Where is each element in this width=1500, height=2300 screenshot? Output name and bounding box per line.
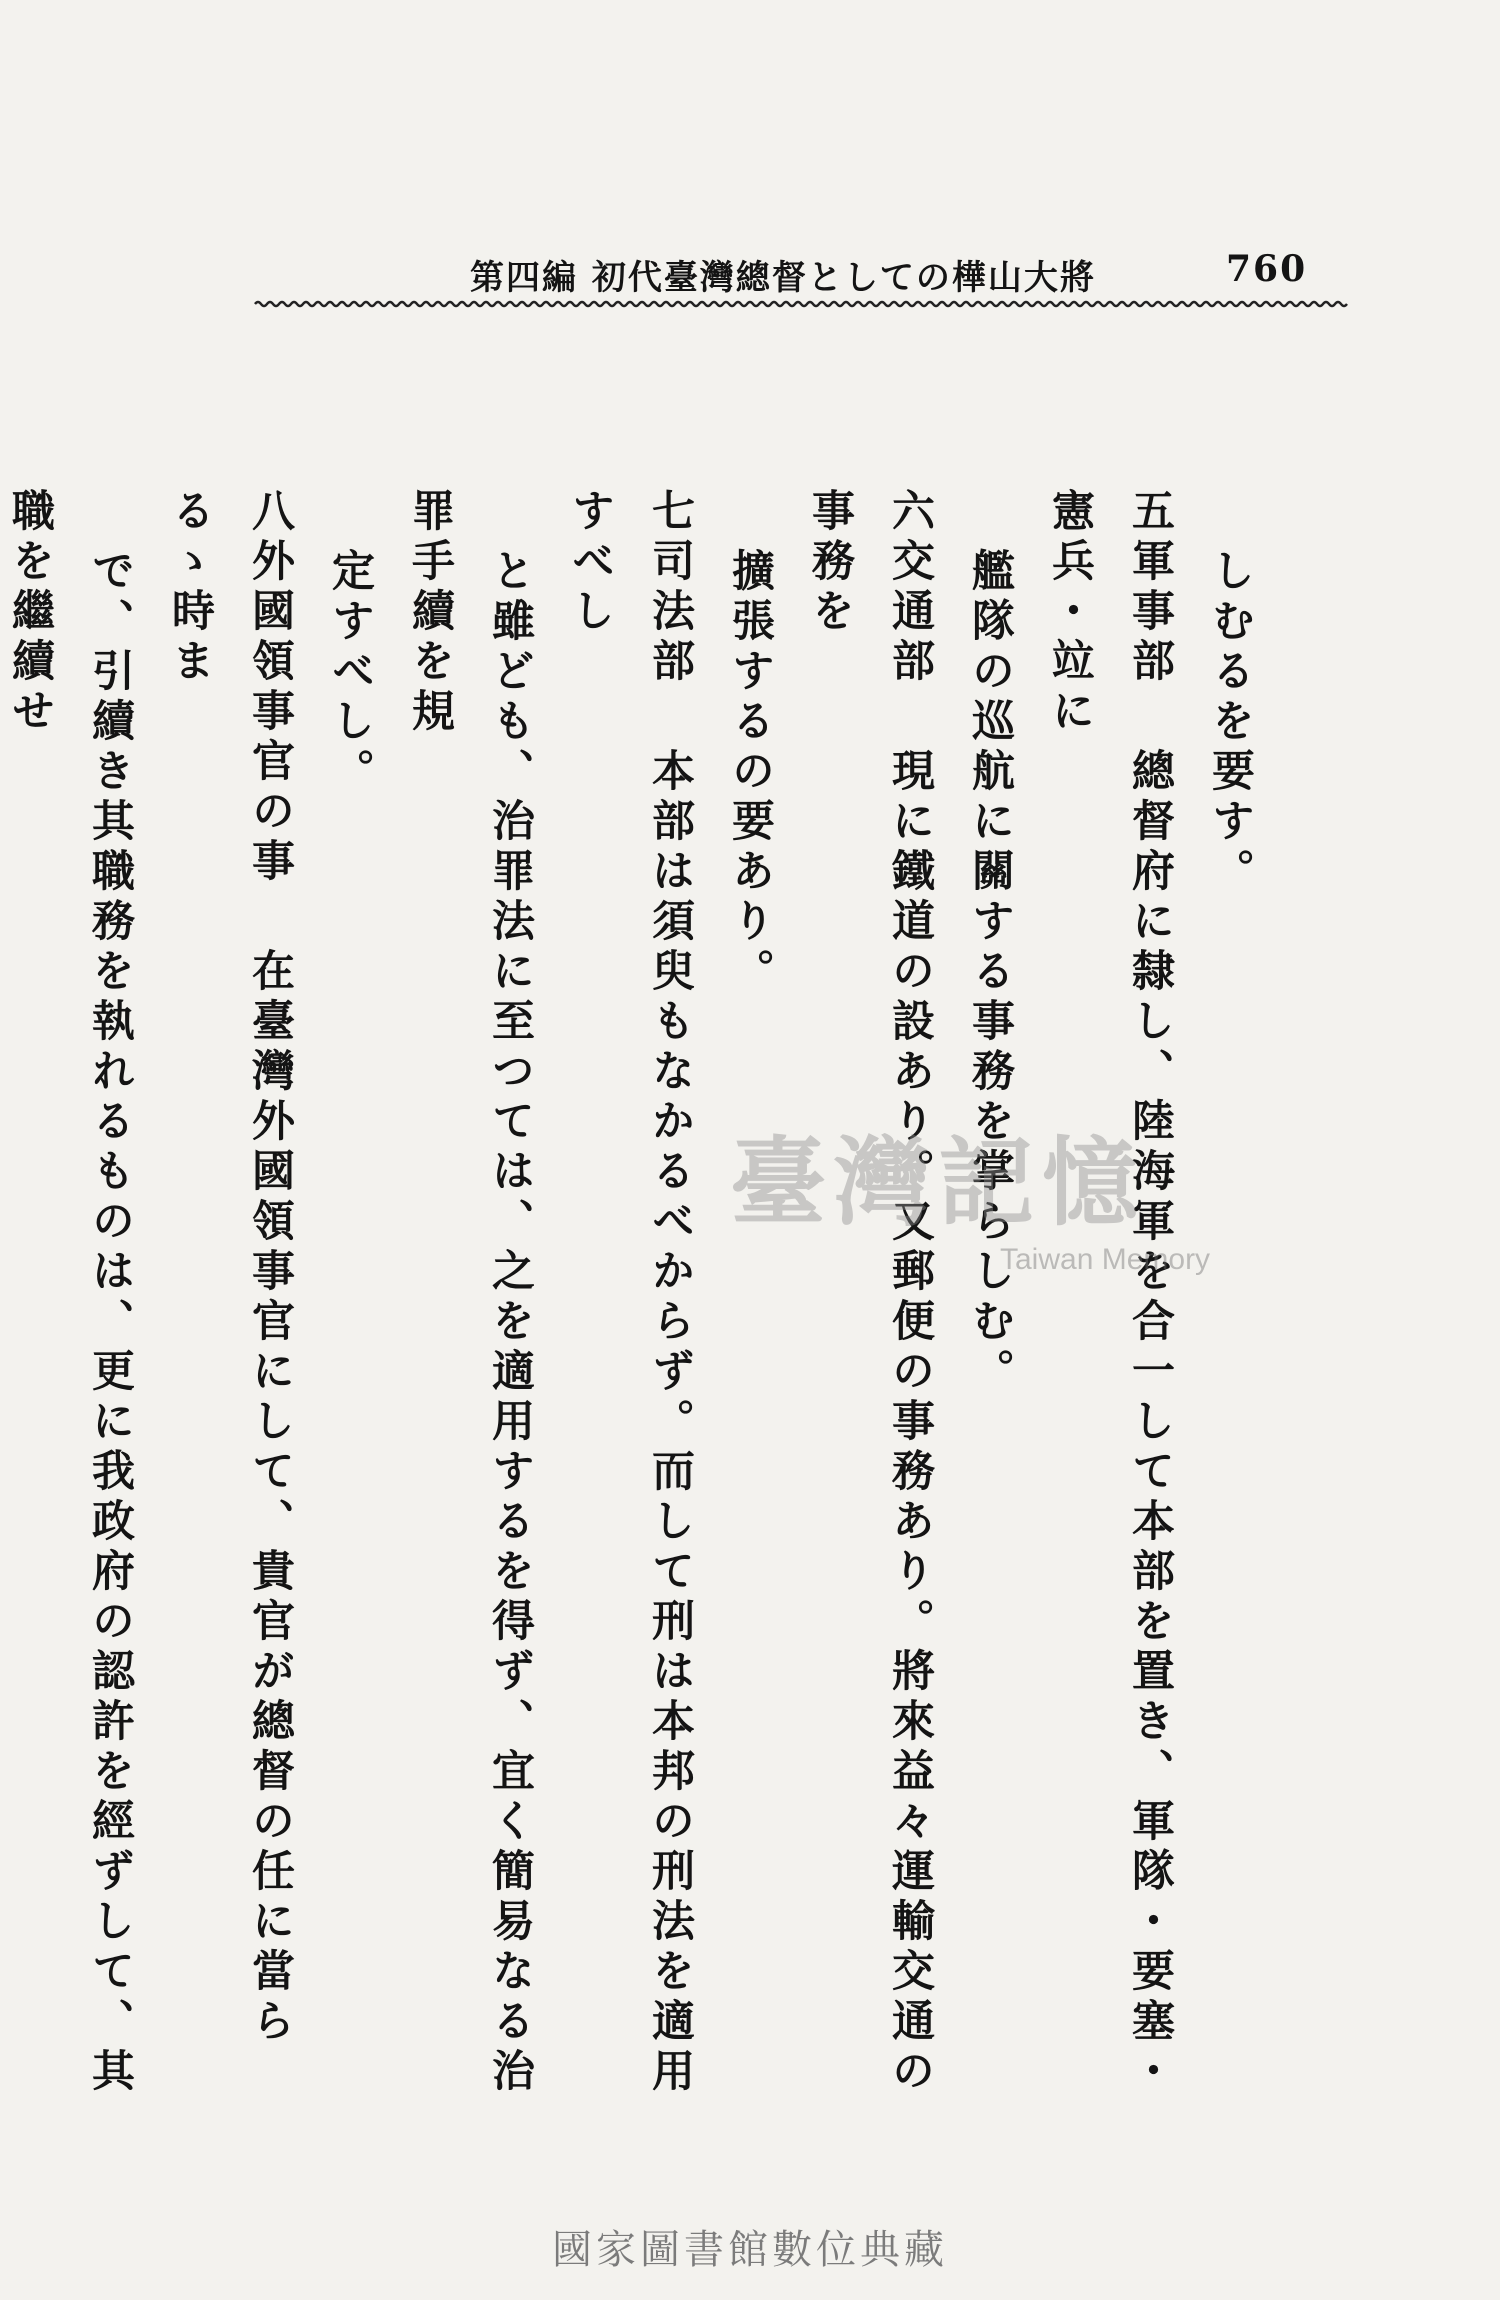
section-line: 本部は須臾もなかるべからず。而して刑は本邦の刑法を適用すべし — [565, 488, 695, 2099]
section-seven — [310, 488, 710, 2148]
carry-over-text: しむるを要す。 — [1205, 548, 1255, 899]
section-line: 現に鐵道の設あり。又郵便の事務あり。將來益々運輸交通の事務を — [805, 488, 935, 2099]
section-number: 五 — [1125, 488, 1175, 538]
running-head: 第四編 初代臺灣總督としての樺山大將 — [470, 258, 1096, 298]
section-heading: 交通部 — [885, 538, 935, 688]
header-wavy-rule — [255, 296, 1345, 312]
section-number: 七 — [645, 488, 695, 538]
page-number: 760 — [1226, 248, 1308, 290]
section-heading: 司法部 — [645, 538, 695, 688]
section-line: 擴張するの要あり。 — [725, 548, 775, 999]
section-number: 六 — [885, 488, 935, 538]
section-line: と雖ども、治罪法に至つては、之を適用するを得ず、宜く簡易なる治罪手續を規 — [405, 488, 535, 2099]
section-line: 艦隊の巡航に關する事務を掌らしむ。 — [965, 548, 1015, 1399]
section-line: で、引續き其職務を執れるものは、更に我政府の認許を經ずして、其職を繼續せ — [5, 488, 135, 2099]
section-five — [950, 488, 1190, 2148]
watermark-en-text: Taiwan Memory — [1000, 1243, 1211, 1276]
section-number: 八 — [245, 488, 295, 538]
section-heading: 軍事部 — [1125, 538, 1175, 688]
section-line: 在臺灣外國領事官にして、貴官が總督の任に當らるゝ時ま — [165, 488, 295, 2049]
section-heading: 外國領事官の事 — [245, 538, 295, 888]
section-line: 總督府に隸し、陸海軍を合一して本部を置き、軍隊・要塞・憲兵・竝に — [1045, 488, 1175, 2099]
section-six — [710, 488, 950, 2148]
footer-archive-label: 國家圖書館數位典藏 — [552, 2227, 948, 2273]
section-eight — [0, 488, 310, 2148]
carry-over-line — [1190, 488, 1270, 2148]
vertical-body-text — [5, 488, 1270, 2148]
watermark-cjk-text: 臺灣記憶 — [730, 1126, 1146, 1239]
section-line: 定すべし。 — [325, 548, 375, 799]
